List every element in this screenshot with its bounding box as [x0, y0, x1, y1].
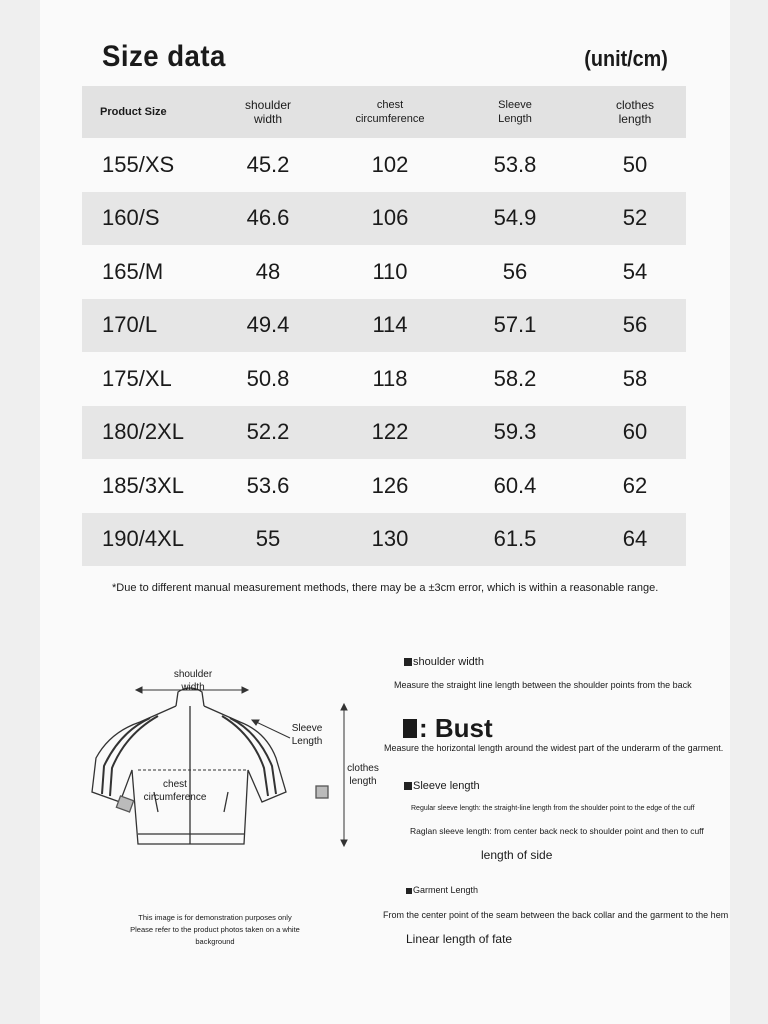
square-icon — [406, 888, 412, 894]
cell-sleeve: 60.4 — [493, 472, 537, 498]
garment-length-heading — [406, 885, 478, 895]
sleeve-length-heading — [404, 780, 480, 792]
bust-desc: Measure the horizontal length around the widest part of the underarm of the garment. — [384, 743, 724, 753]
bust-heading — [403, 713, 493, 744]
header-sleeve — [446, 98, 584, 126]
sleeve-side-label: length of side — [481, 848, 553, 862]
cell-chest: 110 — [372, 258, 408, 284]
cell-chest: 118 — [372, 365, 408, 391]
ill-sleeve-label: Sleeve Length — [291, 723, 323, 747]
header-chest-text: chest circumference — [355, 99, 425, 125]
cell-shoulder: 55 — [255, 526, 281, 552]
cell-sleeve: 56 — [502, 258, 528, 284]
cell-sleeve: 54.9 — [493, 205, 537, 231]
cell-sleeve: 57.1 — [493, 312, 537, 338]
cell-shoulder: 45.2 — [246, 151, 290, 177]
cell-chest: 130 — [371, 526, 409, 552]
shoulder-width-heading-text: shoulder width — [413, 656, 484, 668]
cell-length: 54 — [622, 258, 648, 284]
ill-chest-label: chest circumference — [143, 779, 207, 803]
square-icon — [403, 719, 417, 738]
table-row — [82, 299, 686, 353]
cell-shoulder: 46.6 — [246, 205, 290, 231]
table-row — [82, 406, 686, 460]
table-row — [82, 513, 686, 567]
cell-length: 50 — [622, 151, 648, 177]
unit-label: (unit/cm) — [584, 46, 668, 71]
header-clothes-length — [584, 98, 686, 126]
cell-length: 52 — [622, 205, 648, 231]
illustration-disclaimer — [130, 912, 300, 948]
cell-chest: 106 — [371, 205, 409, 231]
cell-size: 185/3XL — [102, 472, 184, 498]
cell-size: 175/XL — [102, 365, 172, 391]
cell-sleeve: 58.2 — [493, 365, 537, 391]
disclaimer-line-1: This image is for demonstration purposes only — [138, 913, 292, 922]
square-icon — [404, 658, 412, 666]
cell-shoulder: 48 — [255, 258, 281, 284]
cell-sleeve: 61.5 — [493, 526, 537, 552]
square-icon — [404, 782, 412, 790]
cell-size: 180/2XL — [102, 419, 184, 445]
cell-size: 155/XS — [102, 151, 175, 177]
cell-length: 56 — [622, 312, 648, 338]
shoulder-width-desc: Measure the straight line length between the shoulder points from the back — [394, 680, 692, 690]
table-row — [82, 352, 686, 406]
cell-length: 64 — [622, 526, 648, 552]
table-row — [82, 245, 686, 299]
garment-length-heading-text: Garment Length — [413, 885, 479, 895]
jacket-illustration — [80, 662, 380, 862]
shoulder-width-heading — [404, 656, 484, 668]
header-clothes-length-text: clothes length — [615, 98, 655, 126]
cell-length: 58 — [622, 365, 648, 391]
table-row — [82, 459, 686, 513]
cell-chest: 122 — [371, 419, 409, 445]
garment-length-desc: From the center point of the seam between the back collar and the garment to the hem — [383, 910, 729, 920]
page-title: Size data — [102, 40, 226, 73]
measurement-note: *Due to different manual measurement methods, there may be a ±3cm error, which is within a reasonable range. — [112, 582, 659, 594]
table-header — [82, 86, 686, 138]
bust-heading-text: : Bust — [419, 713, 493, 743]
header-shoulder-width-text: shoulder width — [244, 98, 292, 126]
sleeve-length-heading-text: Sleeve length — [413, 780, 480, 792]
cell-chest: 102 — [371, 151, 409, 177]
garment-linear-label: Linear length of fate — [406, 932, 513, 946]
cell-chest: 114 — [372, 312, 408, 338]
cell-sleeve: 53.8 — [493, 151, 537, 177]
cell-size: 170/L — [102, 312, 158, 338]
ill-shoulder-label: shoulder width — [173, 669, 213, 693]
ill-clothes-label: clothes length — [347, 763, 379, 787]
size-table — [82, 86, 686, 566]
cell-size: 165/M — [102, 258, 164, 284]
table-row — [82, 138, 686, 192]
header-sleeve-text: Sleeve Length — [498, 99, 532, 125]
table-row — [82, 192, 686, 246]
cell-size: 160/S — [102, 205, 160, 231]
header-product-size: Product Size — [100, 106, 167, 118]
sleeve-regular-desc: Regular sleeve length: the straight-line length from the shoulder point to the edge of the cuff — [411, 805, 695, 812]
cell-sleeve: 59.3 — [493, 419, 537, 445]
cell-size: 190/4XL — [102, 526, 184, 552]
cell-length: 62 — [622, 472, 648, 498]
disclaimer-line-2: Please refer to the product photos taken on a white background — [130, 925, 300, 946]
sleeve-raglan-desc: Raglan sleeve length: from center back neck to shoulder point and then to cuff — [410, 826, 704, 836]
cell-chest: 126 — [371, 472, 409, 498]
header-chest — [334, 98, 446, 126]
cell-shoulder: 50.8 — [246, 365, 290, 391]
cell-length: 60 — [622, 419, 648, 445]
cell-shoulder: 52.2 — [246, 419, 290, 445]
header-shoulder-width — [202, 98, 334, 126]
cell-shoulder: 49.4 — [246, 312, 290, 338]
table-body — [82, 138, 686, 566]
cell-shoulder: 53.6 — [246, 472, 290, 498]
